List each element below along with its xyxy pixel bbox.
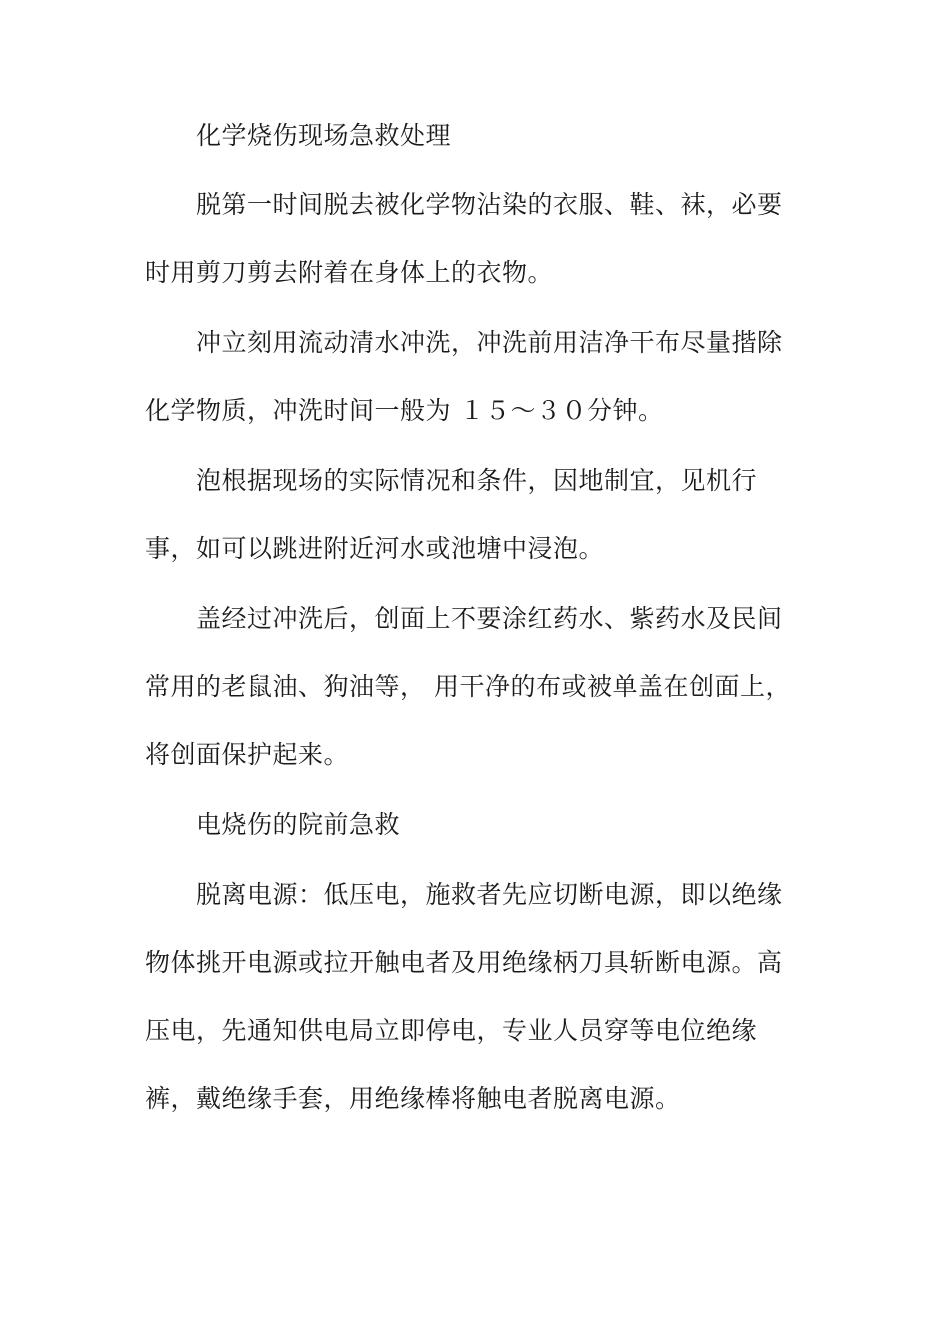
paragraph-line: 压电，先通知供电局立即停电，专业人员穿等电位绝缘	[145, 1016, 758, 1045]
paragraph-line: 物体挑开电源或拉开触电者及用绝缘柄刀具斩断电源。高	[145, 948, 783, 977]
paragraph-line: 事，如可以跳进附近河水或池塘中浸泡。	[145, 534, 605, 563]
section-heading-chemical-burns: 化学烧伤现场急救处理	[196, 121, 452, 150]
paragraph-electric-first-aid	[145, 861, 790, 1133]
paragraph-line: 将创面保护起来。	[145, 740, 350, 769]
paragraph-remove-clothing	[145, 171, 790, 307]
paragraph-line: 脱第一时间脱去被化学物沾染的衣服、鞋、袜，必要	[196, 190, 783, 219]
paragraph-line: 化学物质，冲洗时间一般为 １５～３０分钟。	[145, 396, 664, 425]
paragraph-line: 脱离电源：低压电，施救者先应切断电源，即以绝缘	[196, 880, 783, 909]
paragraph-rinse	[145, 309, 790, 445]
paragraph-cover	[145, 585, 790, 789]
section-heading-electric-burns: 电烧伤的院前急救	[196, 810, 401, 839]
paragraph-line: 时用剪刀剪去附着在身体上的衣物。	[145, 258, 554, 287]
paragraph-line: 冲立刻用流动清水冲洗，冲洗前用洁净干布尽量揩除	[196, 328, 783, 357]
paragraph-soak	[145, 447, 790, 583]
paragraph-line: 盖经过冲洗后，创面上不要涂红药水、紫药水及民间	[196, 604, 783, 633]
document-body	[145, 112, 790, 1133]
paragraph-line: 裤，戴绝缘手套，用绝缘棒将触电者脱离电源。	[145, 1084, 681, 1113]
paragraph-line: 常用的老鼠油、狗油等， 用干净的布或被单盖在创面上，	[145, 672, 791, 701]
paragraph-line: 泡根据现场的实际情况和条件，因地制宜，见机行	[196, 466, 758, 495]
